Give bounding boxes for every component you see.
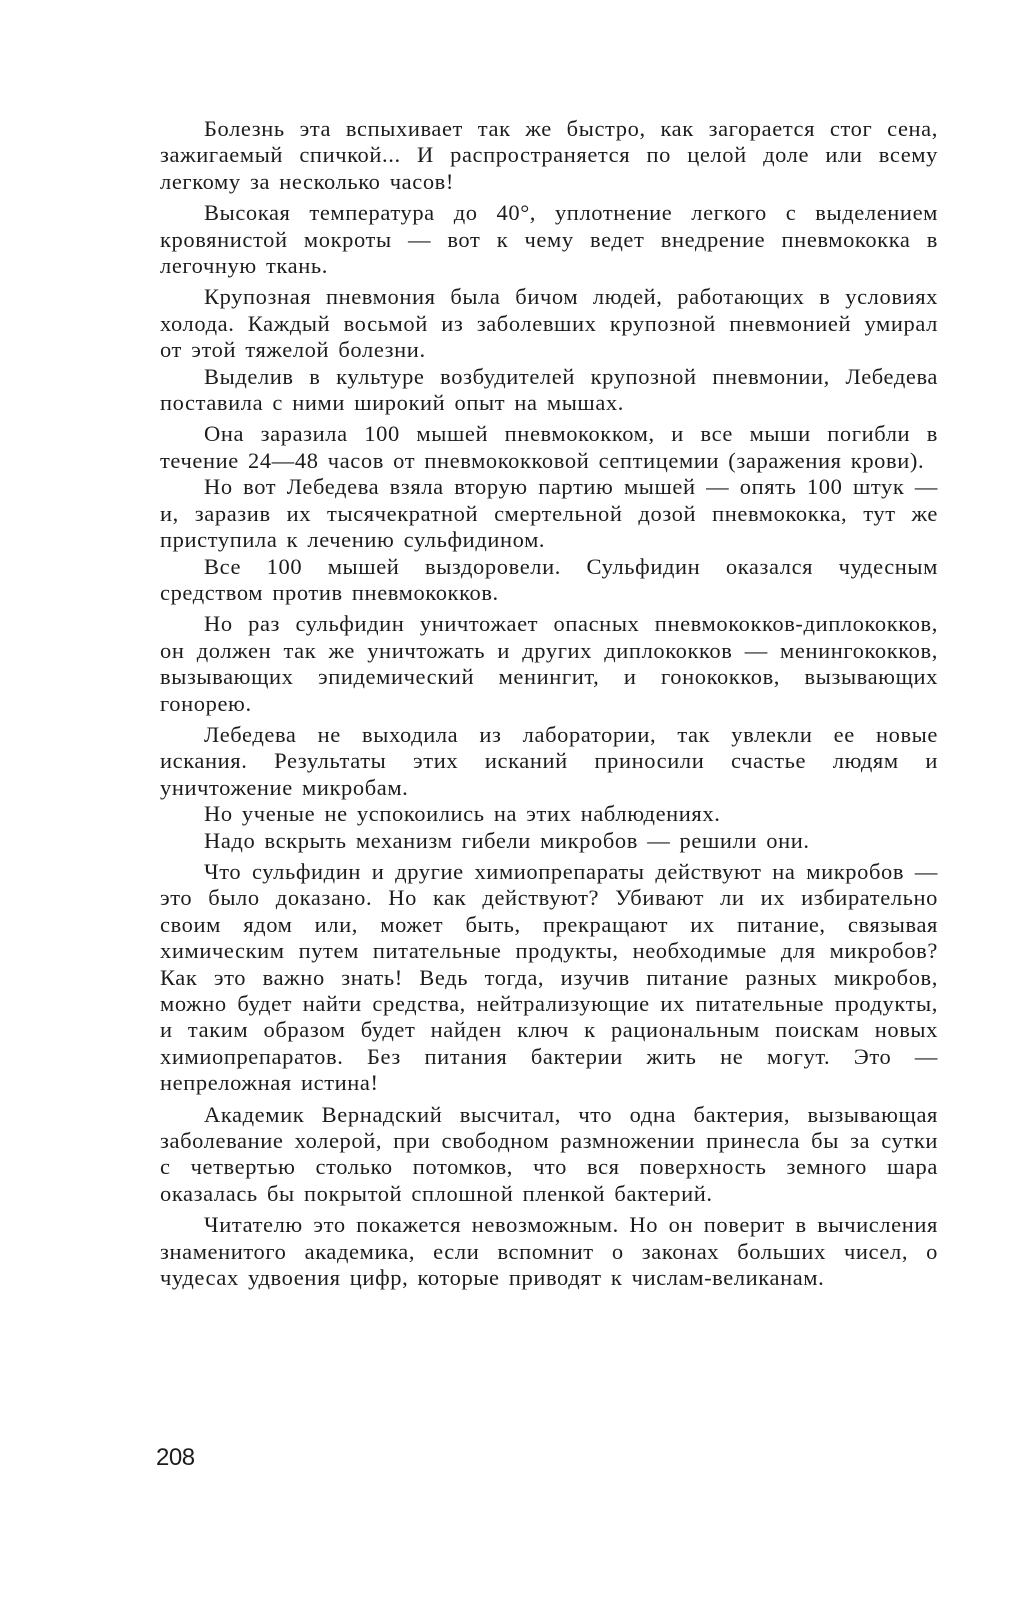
paragraph: Но раз сульфидин уничтожает опасных пневмококков-диплококков, он должен так же уничтожать и других диплококков — менингококков, вызывающих эпидемический менингит, и гонококков, вызывающих гонорею. [160,611,938,716]
page-body [160,116,938,1296]
page-number: 208 [156,1444,195,1471]
paragraph: Она заразила 100 мышей пневмококком, и все мыши погибли в течение 24—48 часов от пневмококковой септицемии (заражения крови). [160,421,938,473]
paragraph: Все 100 мышей выздоровели. Сульфидин оказался чудесным средством против пневмококков. [160,553,938,605]
paragraph: Академик Вернадский высчитал, что одна бактерия, вызывающая заболевание холерой, при свободном размножении принесла бы за сутки с четвертью столько потомков, что вся поверхность земного шара оказалась бы покрытой сплошной пленкой бактерий. [160,1101,938,1206]
paragraph: Крупозная пневмония была бичом людей, работающих в условиях холода. Каждый восьмой из заболевших крупозной пневмонией умирал от этой тяжелой болезни. [160,284,938,363]
paragraph: Выделив в культуре возбудителей крупозной пневмонии, Лебедева поставила с ними широкий опыт на мышах. [160,363,938,416]
paragraph: Болезнь эта вспыхивает так же быстро, как загорается стог сена, зажигаемый спичкой... И распространяется по целой доле или всему легкому за несколько часов! [160,116,938,194]
paragraph: Читателю это покажется невозможным. Но он поверит в вычисления знаменитого академика, если вспомнит о законах больших чисел, о чудесах удвоения цифр, которые приводят к числам-великанам. [160,1212,938,1291]
paragraph: Лебедева не выходила из лаборатории, так увлекли ее новые искания. Результаты этих исканий приносили счастье людям и уничтожение микробам. [160,721,938,800]
paragraph: Высокая температура до 40°, уплотнение легкого с выделением кровянистой мокроты — вот к чему ведет внедрение пневмококка в легочную ткань. [160,200,938,279]
paragraph: Надо вскрыть механизм гибели микробов — решили они. [204,827,810,853]
paragraph: Но вот Лебедева взяла вторую партию мышей — опять 100 штук — и, заразив их тысячекратной смертельной дозой пневмококка, тут же приступила к лечению сульфидином. [160,474,938,553]
paragraph: Что сульфидин и другие химиопрепараты действуют на микробов — это было доказано. Но как действуют? Убивают ли их избирательно своим ядом или, может быть, прекращают их питание, связывая химическим путем питательные продукты, необходимые для микробов? Как это важно знать! Ведь тогда, изучив питание разных микробов, можно будет найти средства, нейтрализующие их питательные продукты, и таким образом будет найден ключ к рациональным поискам новых химиопрепаратов. Без питания бактерии жить не могут. Это — непреложная истина! [160,858,938,1096]
paragraph: Но ученые не успокоились на этих наблюдениях. [204,801,721,827]
